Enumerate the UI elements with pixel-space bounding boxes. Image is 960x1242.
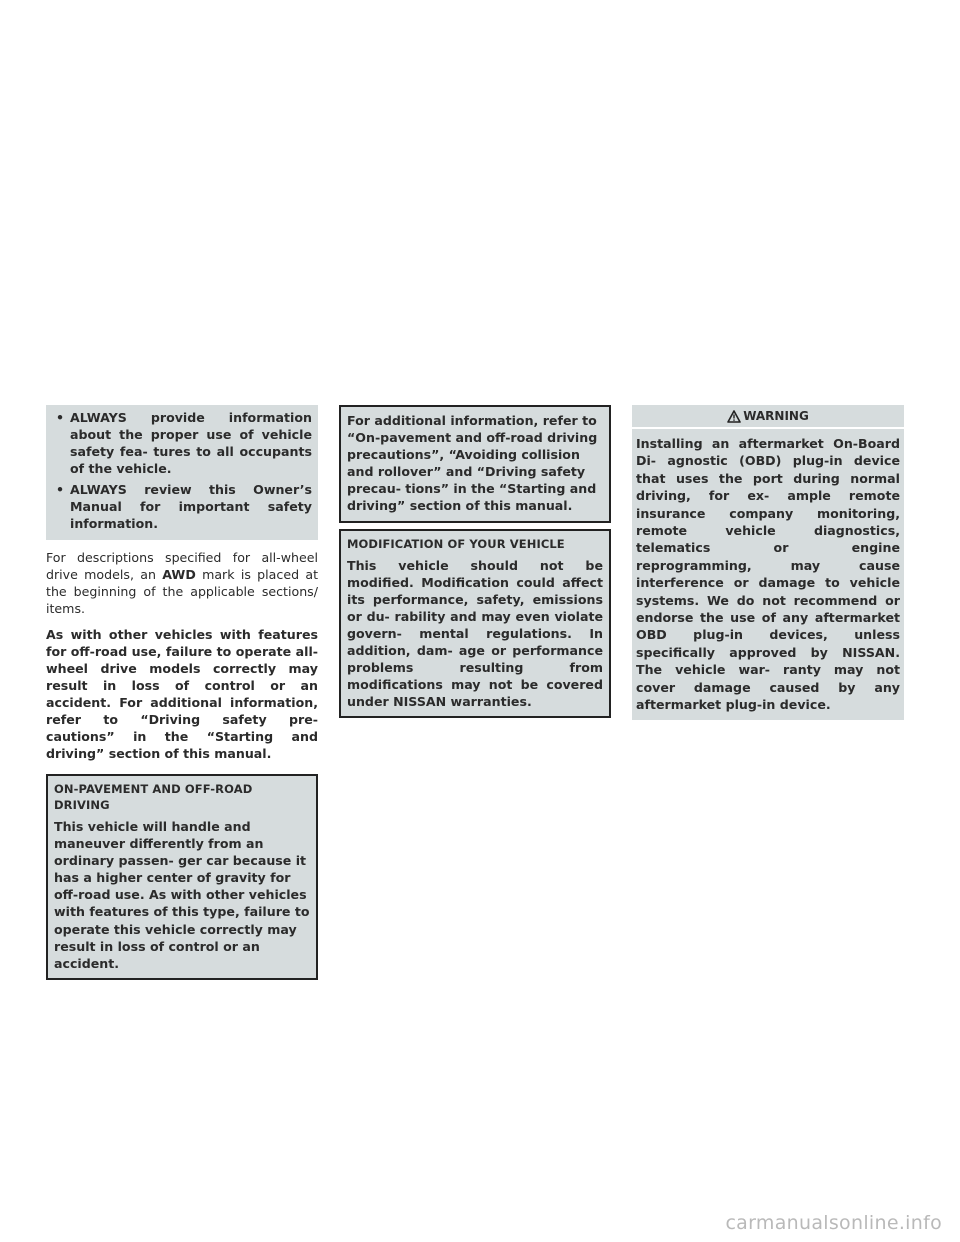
bullet-text: ALWAYS provide information about the proper use of vehicle safety fea- tures to all occupants of the vehicle. <box>70 410 312 476</box>
on-pavement-box <box>46 774 318 980</box>
column-left <box>46 405 318 980</box>
safety-bullets-box <box>46 405 318 540</box>
bullet-item <box>54 409 312 477</box>
modification-heading: MODIFICATION OF YOUR VEHICLE <box>347 536 565 551</box>
column-middle <box>339 405 611 718</box>
safety-bullet-list <box>54 409 312 532</box>
additional-info-body: For additional information, refer to “On-pavement and off-road driving precautions”, “Avoiding collision and rollover” and “Driving safety precau- tions” in the “Starting and driving” section of this manual. <box>347 413 598 514</box>
modification-box <box>339 529 611 719</box>
awd-text-after: mark is placed at the beginning of the applicable sections/ items. <box>46 567 319 616</box>
modification-body: This vehicle should not be modified. Modification could affect its performance, safety, emissions or du- rability and may even violate govern- mental regulations. In addition, dam- age or performance problems resulting from modifications may not be covered under NISSAN warranties. <box>347 557 603 710</box>
warning-header <box>632 405 904 429</box>
awd-text-before: For descriptions specified for all-wheel drive models, an <box>46 550 318 582</box>
additional-info-box <box>339 405 611 523</box>
bullet-item <box>54 481 312 532</box>
bullet-icon: • <box>56 482 65 497</box>
obd-warning-box <box>632 405 904 720</box>
warning-body: Installing an aftermarket On-Board Di- agnostic (OBD) plug-in device that uses the port during normal driving, for ex- ample remote insurance company monitoring, remote vehicle diagnostics, telematics or engine reprogramming, may cause interference or damage to vehicle systems. We do not recommend or endorse the use of any aftermarket OBD plug-in devices, unless specifically approved by NISSAN. The vehicle war- ranty may not cover damage caused by any aftermarket plug-in device. <box>636 436 900 713</box>
bullet-icon: • <box>56 410 65 425</box>
column-right <box>632 405 904 720</box>
warning-triangle-icon <box>727 410 741 423</box>
awd-mark: AWD <box>162 567 196 582</box>
offroad-caution-paragraph: As with other vehicles with features for off-road use, failure to operate all-wheel drive models correctly may result in loss of control or an accident. For additional information, refer to “Driving safety pre- cautions” in the “Starting and driving” section of this manual. <box>46 627 318 761</box>
warning-title: WARNING <box>743 409 809 423</box>
bullet-text: ALWAYS review this Owner’s Manual for important safety information. <box>70 482 312 531</box>
awd-description-paragraph <box>46 549 318 617</box>
on-pavement-body: This vehicle will handle and maneuver differently from an ordinary passen- ger car because it has a higher center of gravity for off-road use. As with other vehicles with features of this type, failure to operate this vehicle correctly may result in loss of control or an accident. <box>54 819 310 971</box>
on-pavement-heading: ON-PAVEMENT AND OFF-ROAD DRIVING <box>54 782 253 812</box>
watermark-text: carmanualsonline.info <box>725 1212 942 1234</box>
